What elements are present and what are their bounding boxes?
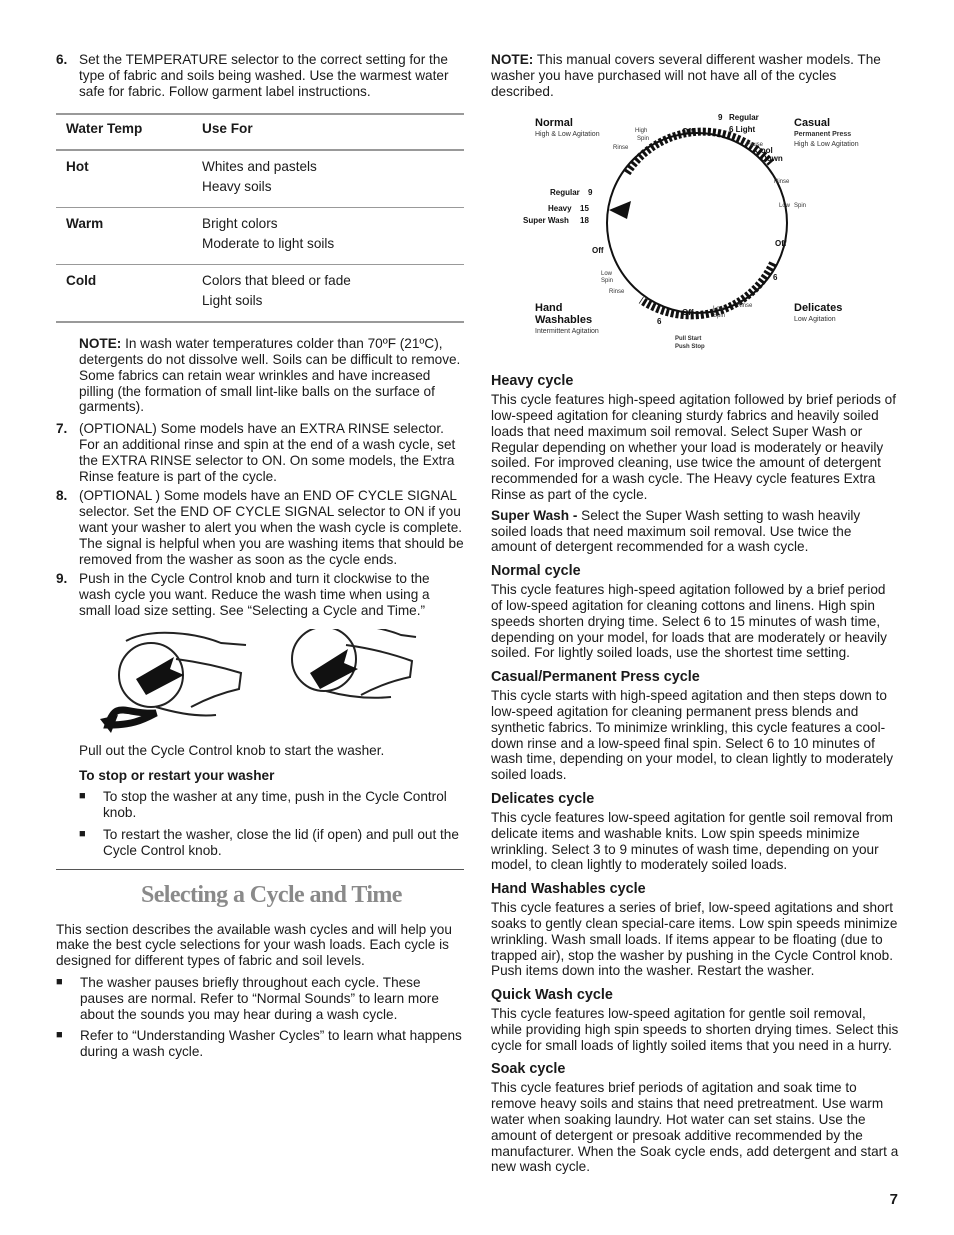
super-wash-text: Select the Super Wash setting to wash heavily soiled loads that need maximum soil removal. Use twice the amount of detergent recommended for a wash cycle. bbox=[491, 507, 861, 555]
bullet-text: To stop the washer at any time, push in the Cycle Control knob. bbox=[103, 789, 447, 821]
table-row bbox=[56, 265, 464, 323]
cycle-title: Normal cycle bbox=[491, 563, 581, 580]
dial-label: Cool bbox=[755, 146, 773, 156]
super-wash-note bbox=[491, 508, 899, 555]
dial-label: Super Wash bbox=[523, 216, 569, 226]
dial-sublabel: Spin bbox=[794, 203, 807, 210]
bullet-text: To restart the washer, close the lid (if open) and pull out the Cycle Control knob. bbox=[103, 826, 459, 858]
dial-label: 15 bbox=[580, 204, 589, 214]
dial-sublabel: Low Agitation bbox=[794, 316, 836, 324]
dial-label: Heavy bbox=[548, 204, 572, 214]
dial-sublabel: Rinse bbox=[609, 289, 625, 296]
divider bbox=[56, 869, 464, 870]
step-6 bbox=[56, 52, 464, 99]
step-text: (OPTIONAL ) Some models have an END OF CYCLE SIGNAL selector. Set the END OF CYCLE SIGNAL selector to ON if you want your washer to alert you when the wash cycle is complete. The signal is helpful when you are washing items that should be removed from the washer as soon as the cycle ends. bbox=[79, 488, 464, 567]
use-item: Bright colors bbox=[202, 216, 278, 232]
use-item: Colors that bleed or fade bbox=[202, 273, 351, 289]
dial-sublabel: Rinse bbox=[774, 179, 790, 186]
dial-pointer-icon bbox=[609, 201, 631, 219]
table-cell: Hot bbox=[56, 150, 192, 208]
use-item: Whites and pastels bbox=[202, 159, 317, 175]
cycle-description: This cycle features a series of brief, low-speed agitations and short soaks to gently clean special-care items. Low spin speeds minimize wrinkling. Wash small loads. If items appear to be floating (due to trapped air), stop the washer by pushing in the Cycle Control knob. Push items down into the washer. Restart the washer. bbox=[491, 900, 898, 979]
cycle-title: Hand Washables cycle bbox=[491, 881, 646, 898]
cycle-description: This cycle starts with high-speed agitation and then steps down to low-speed agitation for cleaning permanent press blends and synthetic fabrics. To minimize wrinkling, this cycle features a cool-down rinse and a low-speed final spin. Select 6 to 10 minutes of wash time, depending on your model, to clean lightly to moderately soiled loads. bbox=[491, 688, 893, 783]
step-number: 7. bbox=[56, 421, 68, 437]
step-8 bbox=[56, 488, 464, 567]
dial-sublabel: Rinse bbox=[613, 145, 629, 152]
stop-heading: To stop or restart your washer bbox=[79, 767, 275, 783]
table-row bbox=[56, 208, 464, 265]
dial-sublabel: Low bbox=[713, 306, 725, 313]
dial-label: 6 bbox=[773, 273, 778, 283]
note-label: NOTE: bbox=[491, 52, 534, 67]
dial-label: Off bbox=[682, 308, 694, 318]
dial-sublabel: Push Stop bbox=[675, 344, 705, 351]
cycle-description: This cycle features brief periods of agitation and soak time to remove heavy soils and stains that need pretreatment. Use warm water when soaking laundry. Hot water can set stains. Use the amount of detergent or presoak additive recommended by the manufacturer. When the Soak cycle ends, add detergent and start a new wash cycle. bbox=[491, 1080, 899, 1175]
dial-sublabel: Spin bbox=[713, 313, 726, 320]
left-column bbox=[56, 52, 464, 1066]
use-item: Light soils bbox=[202, 293, 263, 309]
dial-label: 18 bbox=[580, 216, 589, 226]
dial-sublabel: Intermittent Agitation bbox=[535, 328, 599, 336]
table-cell: Cold bbox=[56, 265, 192, 323]
dial-label: 9 bbox=[588, 188, 593, 198]
dial-sublabel: Spin bbox=[637, 136, 650, 143]
use-item: Moderate to light soils bbox=[202, 236, 335, 252]
dial-sublabel: Low bbox=[779, 203, 791, 210]
list-item bbox=[79, 827, 464, 859]
step-number: 8. bbox=[56, 488, 68, 504]
dial-label: Washables bbox=[535, 314, 593, 327]
use-item: Heavy soils bbox=[202, 179, 272, 195]
dial-label: 9 bbox=[718, 113, 723, 123]
temperature-table bbox=[56, 113, 464, 323]
models-note bbox=[491, 52, 899, 99]
temperature-note bbox=[79, 336, 464, 415]
dial-label: Regular bbox=[729, 113, 759, 123]
page-number: 7 bbox=[889, 1191, 898, 1208]
dial-label: Hand bbox=[535, 302, 563, 315]
cycle-description: This cycle features low-speed agitation for gentle soil removal, while providing high spin speeds to shorten drying times. Select this cycle for small loads of lightly soiled items that you need in a hurry. bbox=[491, 1006, 899, 1053]
step-7 bbox=[56, 421, 464, 484]
step-number: 9. bbox=[56, 571, 68, 587]
bullet-text: The washer pauses briefly throughout each cycle. These pauses are normal. Refer to “Normal Sounds” to learn more about the sounds you may hear during a wash cycle. bbox=[80, 974, 439, 1022]
hand-push-pull-icon bbox=[56, 629, 464, 739]
dial-label: 6 Light bbox=[729, 125, 756, 135]
dial-label: Down bbox=[761, 154, 783, 164]
table-cell bbox=[192, 265, 464, 323]
note-text: This manual covers several different washer models. The washer you have purchased will not have all of the cycles described. bbox=[491, 52, 881, 99]
knob-illustration bbox=[56, 629, 464, 739]
note-label: NOTE: bbox=[79, 336, 122, 352]
step-text: Push in the Cycle Control knob and turn it clockwise to the wash cycle you want. Reduce the wash time when using a small load size setting. See “Selecting a Cycle and Time.” bbox=[79, 571, 430, 618]
cycle-description: This cycle features high-speed agitation followed by a brief period of low-speed agitation for cleaning cottons and linens. High spin speeds shorten drying time. Select 6 to 15 minutes of wash time, depending on your model, for loads that are moderately or heavily soiled. For lightly soiled loads, use the shortest time setting. bbox=[491, 582, 887, 661]
note-text: In wash water temperatures colder than 70ºF (21ºC), detergents do not dissolve well. Soils can be difficult to remove. Some fabrics can retain wear wrinkles and have increased pilling (the formation of small lint-like balls on the surface of garments). bbox=[79, 336, 461, 415]
cycle-title: Soak cycle bbox=[491, 1061, 566, 1078]
step-9 bbox=[56, 571, 464, 618]
dial-sublabel: Spin bbox=[601, 278, 614, 285]
dial-sublabel: Rinse bbox=[737, 303, 753, 310]
table-cell bbox=[192, 150, 464, 208]
cycle-description: This cycle features high-speed agitation followed by brief periods of low-speed agitation for cleaning sturdy fabrics and heavily soiled loads that need maximum soil removal. Select Super Wash or Regular depending on whether your load is moderately or heavily soiled. For improved cleaning, use twice the amount of detergent recommended for a wash cycle. The Heavy cycle features Extra Rinse as part of the cycle. bbox=[491, 392, 897, 502]
list-item bbox=[56, 1028, 464, 1060]
step-text: (OPTIONAL) Some models have an EXTRA RINSE selector. For an additional rinse and spin at the end of a wash cycle, set the EXTRA RINSE selector to ON. On some models, the Extra Rinse feature is part of the cycle. bbox=[79, 421, 456, 484]
table-cell bbox=[192, 208, 464, 265]
cycle-title: Casual/Permanent Press cycle bbox=[491, 669, 700, 686]
dial-sublabel: High bbox=[635, 128, 648, 135]
list-item bbox=[79, 789, 464, 821]
super-wash-label: Super Wash - bbox=[491, 507, 578, 523]
dial-label: Delicates bbox=[794, 302, 843, 315]
table-row bbox=[56, 150, 464, 208]
bullet-icon: ■ bbox=[56, 1029, 63, 1042]
bullet-icon: ■ bbox=[79, 790, 86, 803]
cycle-title: Heavy cycle bbox=[491, 373, 574, 390]
step-text: Set the TEMPERATURE selector to the correct setting for the type of fabric and soils being washed. Use the warmest water safe for fabric. Follow garment label instructions. bbox=[79, 52, 449, 99]
list-item bbox=[56, 975, 464, 1022]
right-column bbox=[491, 52, 899, 1175]
step-number: 6. bbox=[56, 52, 68, 67]
cycle-title: Quick Wash cycle bbox=[491, 987, 613, 1004]
dial-sublabel: Permanent Press bbox=[794, 131, 852, 139]
dial-sublabel: Low bbox=[601, 271, 613, 278]
bullet-icon: ■ bbox=[56, 975, 63, 988]
dial-sublabel: High & Low Agitation bbox=[794, 141, 859, 149]
table-header: Use For bbox=[192, 114, 464, 150]
pull-instruction: Pull out the Cycle Control knob to start the washer. bbox=[79, 742, 385, 758]
table-header: Water Temp bbox=[56, 114, 192, 150]
dial-sublabel: Pull Start bbox=[675, 336, 702, 343]
table-header-row bbox=[56, 114, 464, 150]
dial-label: Normal bbox=[535, 117, 573, 130]
dial-label: Off bbox=[592, 246, 604, 256]
cycle-dial-diagram bbox=[491, 105, 899, 355]
dial-sublabel: High & Low Agitation bbox=[535, 131, 600, 139]
bullet-text: Refer to “Understanding Washer Cycles” to learn what happens during a wash cycle. bbox=[80, 1028, 462, 1060]
section-title: Selecting a Cycle and Time bbox=[141, 881, 402, 908]
section-intro: This section describes the available wash cycles and will help you make the best cycle selections for your wash loads. Each cycle is designed for different types of fabric and soil levels. bbox=[56, 921, 452, 969]
cycle-description: This cycle features low-speed agitation for gentle soil removal from delicate items and washable knits. Low spin speeds minimize wrinkling. Select 3 to 9 minutes of wash time, depending on your model, to clean lightly to moderately soiled loads. bbox=[491, 809, 893, 873]
bullet-icon: ■ bbox=[79, 827, 86, 840]
dial-sublabel: Pause bbox=[746, 142, 764, 149]
dial-label: 6 bbox=[657, 317, 662, 327]
table-cell: Warm bbox=[56, 208, 192, 265]
dial-label: Regular bbox=[550, 188, 580, 198]
dial-label: Off bbox=[775, 239, 787, 249]
cycle-title: Delicates cycle bbox=[491, 790, 595, 807]
dial-label: Casual bbox=[794, 117, 831, 130]
dial-label: Off bbox=[682, 127, 694, 137]
